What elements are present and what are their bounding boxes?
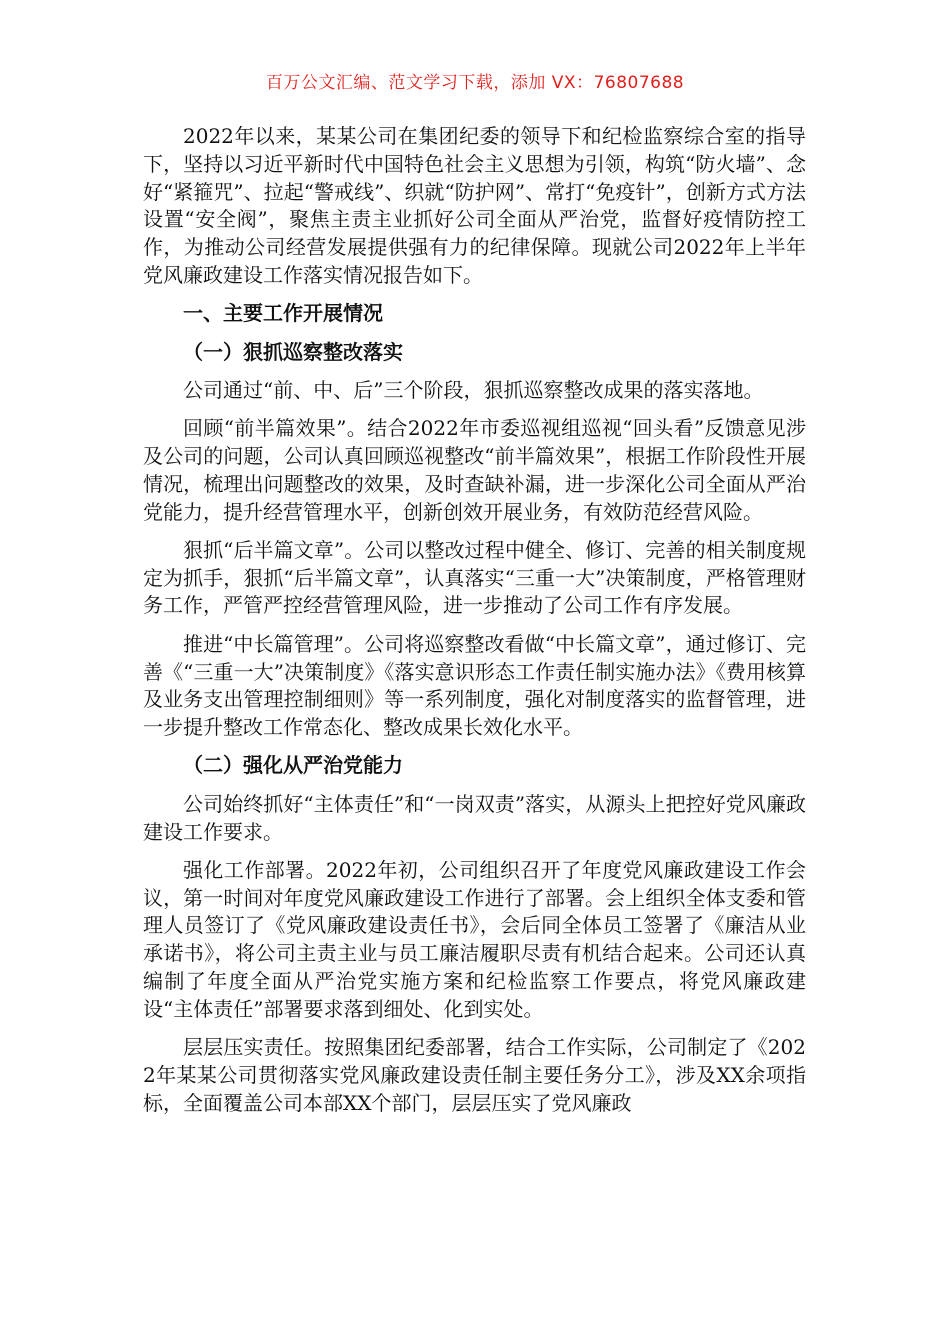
watermark-banner: 百万公文汇编、范文学习下载，添加 VX：76807688 — [265, 73, 685, 93]
document-body — [143, 123, 806, 1118]
section-heading: 一、主要工作开展情况 — [183, 301, 383, 326]
paragraph: 公司始终抓好“主体责任”和“一岗双责”落实，从源头上把控好党风廉政建设工作要求。 — [143, 791, 806, 844]
paragraph: 推进“中长篇管理”。公司将巡察整改看做“中长篇文章”，通过修订、完善《“三重一大”决策制度》《落实意识形态工作责任制实施办法》《费用核算及业务支出管理控制细则》等一系列制度，强化对制度落实的监督管理，进一步提升整改工作常态化、整改成果长效化水平。 — [143, 631, 806, 740]
paragraph: 层层压实责任。按照集团纪委部署，结合工作实际，公司制定了《2022年某某公司贯彻落实党风廉政建设责任制主要任务分工》，涉及XX余项指标，全面覆盖公司本部XX个部门，层层压实了党风廉政 — [143, 1035, 806, 1115]
subsection-heading: （一）狠抓巡察整改落实 — [183, 339, 403, 364]
paragraph: 回顾“前半篇效果”。结合2022年市委巡视组巡视“回头看”反馈意见涉及公司的问题，公司认真回顾巡视整改“前半篇效果”，根据工作阶段性开展情况，梳理出问题整改的效果，及时查缺补漏，进一步深化公司全面从严治党能力，提升经营管理水平，创新创效开展业务，有效防范经营风险。 — [143, 416, 806, 524]
subsection-heading: （二）强化从严治党能力 — [183, 753, 403, 778]
paragraph: 公司通过“前、中、后”三个阶段，狠抓巡察整改成果的落实落地。 — [183, 377, 764, 402]
paragraph: 狠抓“后半篇文章”。公司以整改过程中健全、修订、完善的相关制度规定为抓手，狠抓“后半篇文章”，认真落实“三重一大”决策制度，严格管理财务工作，严管严控经营管理风险，进一步推动了公司工作有序发展。 — [143, 537, 806, 618]
intro-paragraph: 2022年以来，某某公司在集团纪委的领导下和纪检监察综合室的指导下，坚持以习近平新时代中国特色社会主义思想为引领，构筑“防火墙”、念好“紧箍咒”、拉起“警戒线”、织就“防护网”、常打“免疫针”，创新方式方法设置“安全阀”，聚焦主责主业抓好公司全面从严治党，监督好疫情防控工作，为推动公司经营发展提供强有力的纪律保障。现就公司2022年上半年党风廉政建设工作落实情况报告如下。 — [143, 124, 806, 287]
paragraph: 强化工作部署。2022年初，公司组织召开了年度党风廉政建设工作会议，第一时间对年度党风廉政建设工作进行了部署。会上组织全体支委和管理人员签订了《党风廉政建设责任书》，会后同全体员工签署了《廉洁从业承诺书》，将公司主责主业与员工廉洁履职尽责有机结合起来。公司还认真编制了年度全面从严治党实施方案和纪检监察工作要点，将党风廉政建设“主体责任”部署要求落到细处、化到实处。 — [143, 857, 806, 1021]
